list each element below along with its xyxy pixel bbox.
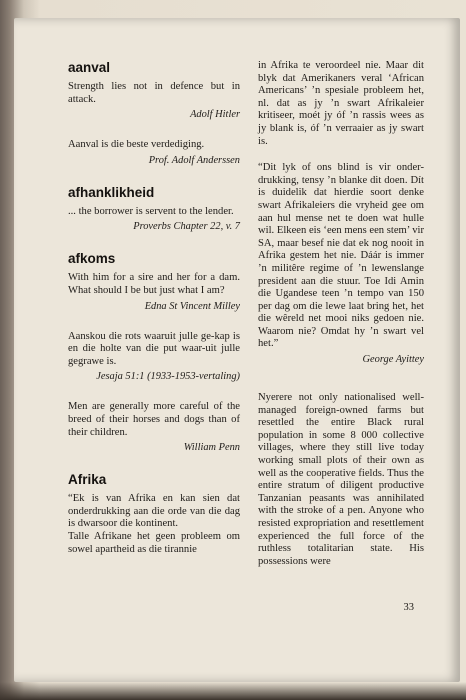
- quote-attribution: George Ayittey: [362, 354, 424, 366]
- paragraph-text: Nyerere not only nationalised well-managed foreign-owned farms but resettled the entire Black rural population in some 8 000 collective villages, where they still live today working small plots of their own as well as the cooperative fields. Thus the entire stratum of diligent productive Tanzanian peasants was annihilated with the stroke of a pen. Anyone who resisted expropriation and resettlement experienced the full force of the ruthless totalitarian state. His possessions were: [258, 392, 424, 567]
- quote-entry: [68, 401, 240, 454]
- quote-text: With him for a sire and her for a dam. What should I be but just what I am?: [68, 272, 240, 296]
- section-heading-afhanklikheid: afhanklikheid: [68, 184, 155, 200]
- quote-attribution: Jesaja 51:1 (1933-1953-vertaling): [96, 371, 240, 383]
- section-heading-aanval: aanval: [68, 60, 111, 75]
- quote-text: Talle Afrikane het geen probleem om sowel apartheid as die tirannie: [68, 530, 240, 555]
- quote-entry: [68, 81, 240, 121]
- quote-attribution: Adolf Hitler: [190, 109, 240, 121]
- quote-text: Aanskou die rots waaruit julle ge-kap is en die holte van die put waar-uit julle gegrawe is.: [68, 330, 240, 367]
- paragraph-text: “Dit lyk of ons blind is vir onder-drukking, tensy ’n blanke dit doen. Dít is duidelik dat hierdie soort denke swart Afrikaleiers die vryheid gee om aan hul mense net te doen wat hulle wil. Elkeen eis ‘een mens een stem’ vir SA, maar besef nie dat ek nog nooit in Afrika gestem het nie. Dáár is immer ’n militêre regime of ’n lewenslange president aan die stuur. Toe Idi Amin die Ugandese teen ’n tempo van 150 per dag om die lewe laat bring het, het die wêreld net mooi niks gedoen nie. Waarom nie? Omdat hy ’n swart vel het.”: [258, 162, 424, 350]
- section-heading-afrika: Afrika: [68, 472, 107, 488]
- quote-attribution: Edna St Vincent Milley: [144, 300, 240, 312]
- section-heading-afkoms: afkoms: [68, 251, 116, 267]
- page-number: 33: [403, 602, 414, 613]
- left-column: [68, 60, 240, 556]
- quote-text: Aanval is die beste verdediging.: [68, 139, 205, 151]
- bottom-shadow: [0, 682, 466, 700]
- quote-entry: [68, 206, 240, 234]
- quote-entry: [68, 139, 240, 167]
- quote-attribution: William Penn: [183, 442, 240, 454]
- right-column: [258, 60, 424, 568]
- quote-text: Strength lies not in defence but in attack.: [68, 81, 240, 105]
- quote-text: Men are generally more careful of the breed of their horses and dogs than of their children.: [68, 401, 240, 438]
- quote-attribution: Proverbs Chapter 22, v. 7: [133, 221, 240, 233]
- quote-text: ... the borrower is servent to the lender.: [68, 205, 234, 217]
- quote-entry: [68, 331, 240, 384]
- quote-text: “Ek is van Afrika en kan sien dat onderdrukking aan die orde van die dag is dwarsoor die kontinent.: [68, 493, 240, 530]
- quote-entry: [68, 272, 240, 312]
- paragraph-text: in Afrika te veroordeel nie. Maar dit blyk dat Amerikaners veral ‘African Americans’ ’n spesiale probleem het, nl. dat as jy ’n swart Afrikaleier kritiseer, moét jy óf ’n rassis wees as jy blank is, óf ’n verraaier as jy swart is.: [258, 60, 424, 147]
- quote-attribution: Prof. Adolf Anderssen: [148, 154, 240, 166]
